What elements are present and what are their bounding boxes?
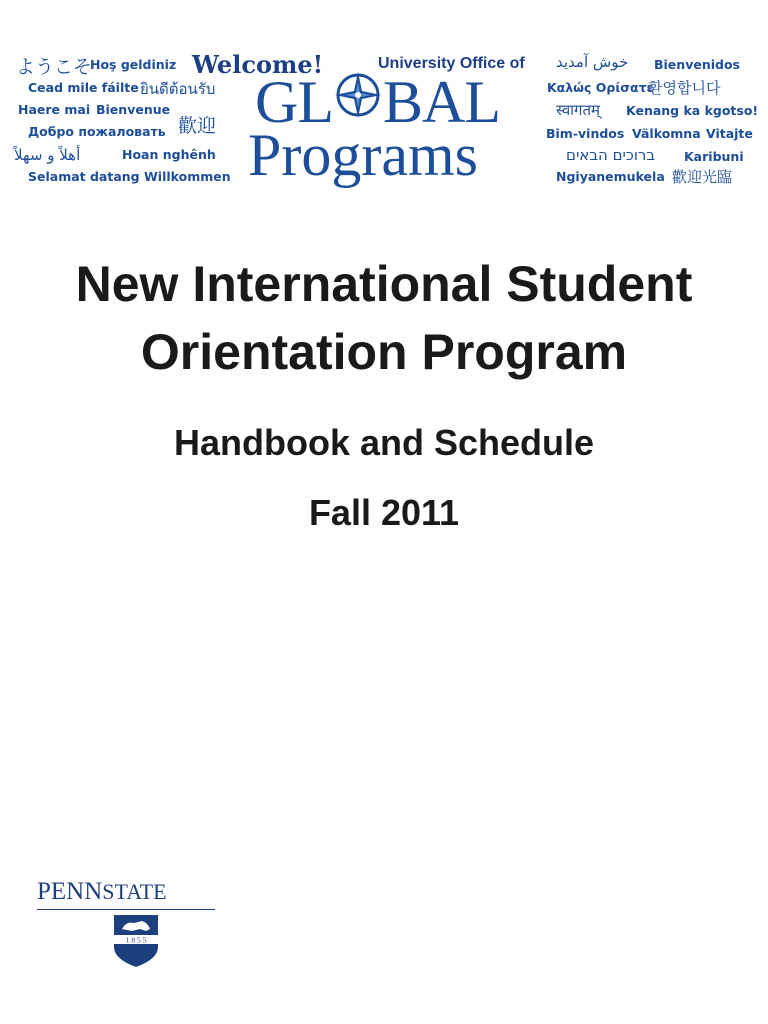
greeting-turkish: Hoş geldiniz: [90, 57, 177, 72]
greeting-hebrew: ברוכים הבאים: [566, 146, 656, 164]
penn-state-logo: [37, 878, 217, 973]
greeting-zulu: Ngiyanemukela: [556, 169, 665, 184]
document-term: Fall 2011: [308, 492, 460, 533]
greeting-german: Willkommen: [144, 169, 231, 184]
greeting-maori: Haere mai: [18, 102, 91, 117]
wordmark-rule: [37, 909, 215, 910]
founding-year: 1 8 5 5: [125, 935, 147, 945]
greeting-sesotho: Kenang ka kgotso!: [626, 103, 759, 118]
compass-star-icon: [333, 70, 383, 120]
programs-wordmark: Programs: [248, 122, 478, 188]
greeting-chinese-traditional: 歡迎光臨: [672, 168, 733, 186]
greeting-persian: خوش آمدید: [556, 53, 629, 71]
global-suffix: BAL: [382, 69, 500, 135]
document-subtitle: Handbook and Schedule: [173, 422, 595, 463]
greeting-russian: Добро пожаловать: [28, 124, 166, 139]
greeting-japanese: ようこそ: [16, 56, 93, 78]
nittany-lion-shield-icon: [112, 913, 160, 969]
university-office-label: University Office of: [378, 55, 525, 72]
greeting-portuguese: Bim-vindos: [546, 126, 625, 141]
wordmark-state: STATE: [102, 879, 167, 904]
penn-state-wordmark: [37, 878, 167, 906]
greeting-slovak: Vitajte: [706, 126, 753, 141]
greeting-greek: Καλώς Ορίσατε: [547, 80, 654, 95]
global-programs-banner: [0, 40, 768, 200]
greeting-french: Bienvenue: [96, 102, 171, 117]
welcome-heading: Welcome!: [192, 50, 324, 79]
greeting-irish: Cead mile fáilte: [28, 80, 139, 95]
greeting-malay: Selamat datang: [28, 169, 140, 184]
wordmark-penn: PENN: [37, 878, 103, 905]
greeting-thai: ยินดีต้อนรับ: [140, 80, 216, 98]
greeting-swedish: Välkomna: [632, 126, 701, 141]
greeting-chinese: 歡迎: [178, 115, 217, 137]
document-title-line-2: Orientation Program: [140, 324, 628, 380]
greeting-vietnamese: Hoan nghênh: [122, 147, 216, 162]
document-title-line-1: New International Student: [75, 256, 693, 312]
greeting-hindi: स्वागतम्: [556, 101, 601, 119]
greeting-arabic: أهلاً و سهلاً: [14, 146, 81, 164]
global-prefix: GL: [255, 69, 333, 135]
greeting-spanish: Bienvenidos: [654, 57, 740, 72]
greeting-swahili: Karibuni: [684, 149, 744, 164]
greeting-korean: 환영합니다: [648, 79, 721, 97]
